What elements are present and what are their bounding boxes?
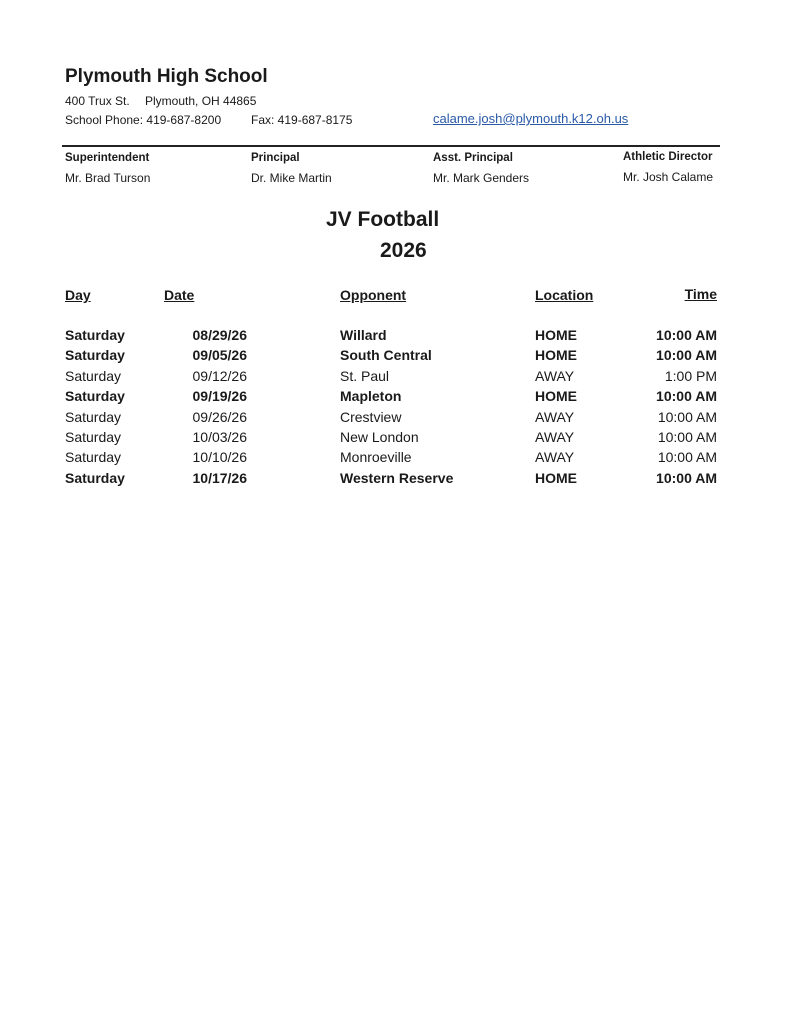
row-date: 09/05/26 [192, 347, 247, 363]
staff-title-asst-principal: Asst. Principal [433, 152, 513, 164]
row-location: AWAY [535, 429, 575, 445]
row-date: 09/19/26 [192, 388, 247, 404]
staff-title-principal: Principal [251, 152, 300, 164]
row-opponent: Crestview [340, 409, 402, 425]
email-link[interactable]: calame.josh@plymouth.k12.oh.us [433, 111, 629, 126]
row-location: AWAY [535, 409, 575, 425]
row-day: Saturday [65, 429, 122, 445]
row-location: HOME [535, 470, 577, 486]
school-name: Plymouth High School [65, 66, 268, 87]
row-location: AWAY [535, 449, 575, 465]
row-date: 08/29/26 [192, 327, 247, 343]
row-date: 10/17/26 [192, 470, 247, 486]
row-date: 09/12/26 [192, 368, 247, 384]
row-opponent: New London [340, 429, 419, 445]
row-date: 10/10/26 [192, 449, 247, 465]
column-header-opponent: Opponent [340, 287, 407, 303]
row-day: Saturday [65, 368, 122, 384]
row-time: 10:00 AM [657, 449, 717, 465]
staff-title-superintendent: Superintendent [65, 152, 150, 164]
schedule-year: 2026 [380, 239, 427, 262]
row-opponent: South Central [340, 347, 432, 363]
fax-number: Fax: 419-687-8175 [251, 113, 353, 127]
column-header-date: Date [164, 287, 195, 303]
row-location: HOME [535, 347, 577, 363]
row-day: Saturday [65, 449, 122, 465]
row-location: HOME [535, 388, 577, 404]
staff-name-athletic-director: Mr. Josh Calame [623, 170, 714, 184]
row-opponent: Western Reserve [340, 470, 454, 486]
street-address: 400 Trux St. [65, 94, 130, 108]
row-time: 10:00 AM [656, 388, 717, 404]
school-phone: School Phone: 419-687-8200 [65, 113, 222, 127]
row-day: Saturday [65, 327, 125, 343]
row-opponent: Willard [340, 327, 387, 343]
row-location: HOME [535, 327, 577, 343]
row-date: 09/26/26 [192, 409, 247, 425]
row-day: Saturday [65, 347, 125, 363]
row-opponent: St. Paul [340, 368, 390, 384]
row-time: 10:00 AM [656, 327, 717, 343]
row-time: 1:00 PM [664, 368, 717, 384]
column-header-day: Day [65, 287, 91, 303]
staff-name-asst-principal: Mr. Mark Genders [433, 171, 530, 185]
row-time: 10:00 AM [657, 429, 717, 445]
row-location: AWAY [535, 368, 575, 384]
column-header-time: Time [684, 286, 717, 302]
schedule-title: JV Football [326, 208, 440, 231]
column-header-location: Location [535, 287, 594, 303]
city-state-zip: Plymouth, OH 44865 [145, 94, 257, 108]
row-day: Saturday [65, 409, 122, 425]
header-divider [62, 145, 720, 147]
staff-name-superintendent: Mr. Brad Turson [65, 171, 151, 185]
row-day: Saturday [65, 388, 125, 404]
row-day: Saturday [65, 470, 125, 486]
row-time: 10:00 AM [656, 470, 717, 486]
row-time: 10:00 AM [657, 409, 717, 425]
row-opponent: Mapleton [340, 388, 402, 404]
row-opponent: Monroeville [340, 449, 412, 465]
row-date: 10/03/26 [192, 429, 247, 445]
row-time: 10:00 AM [656, 347, 717, 363]
staff-name-principal: Dr. Mike Martin [251, 171, 332, 185]
staff-title-athletic-director: Athletic Director [623, 151, 713, 163]
